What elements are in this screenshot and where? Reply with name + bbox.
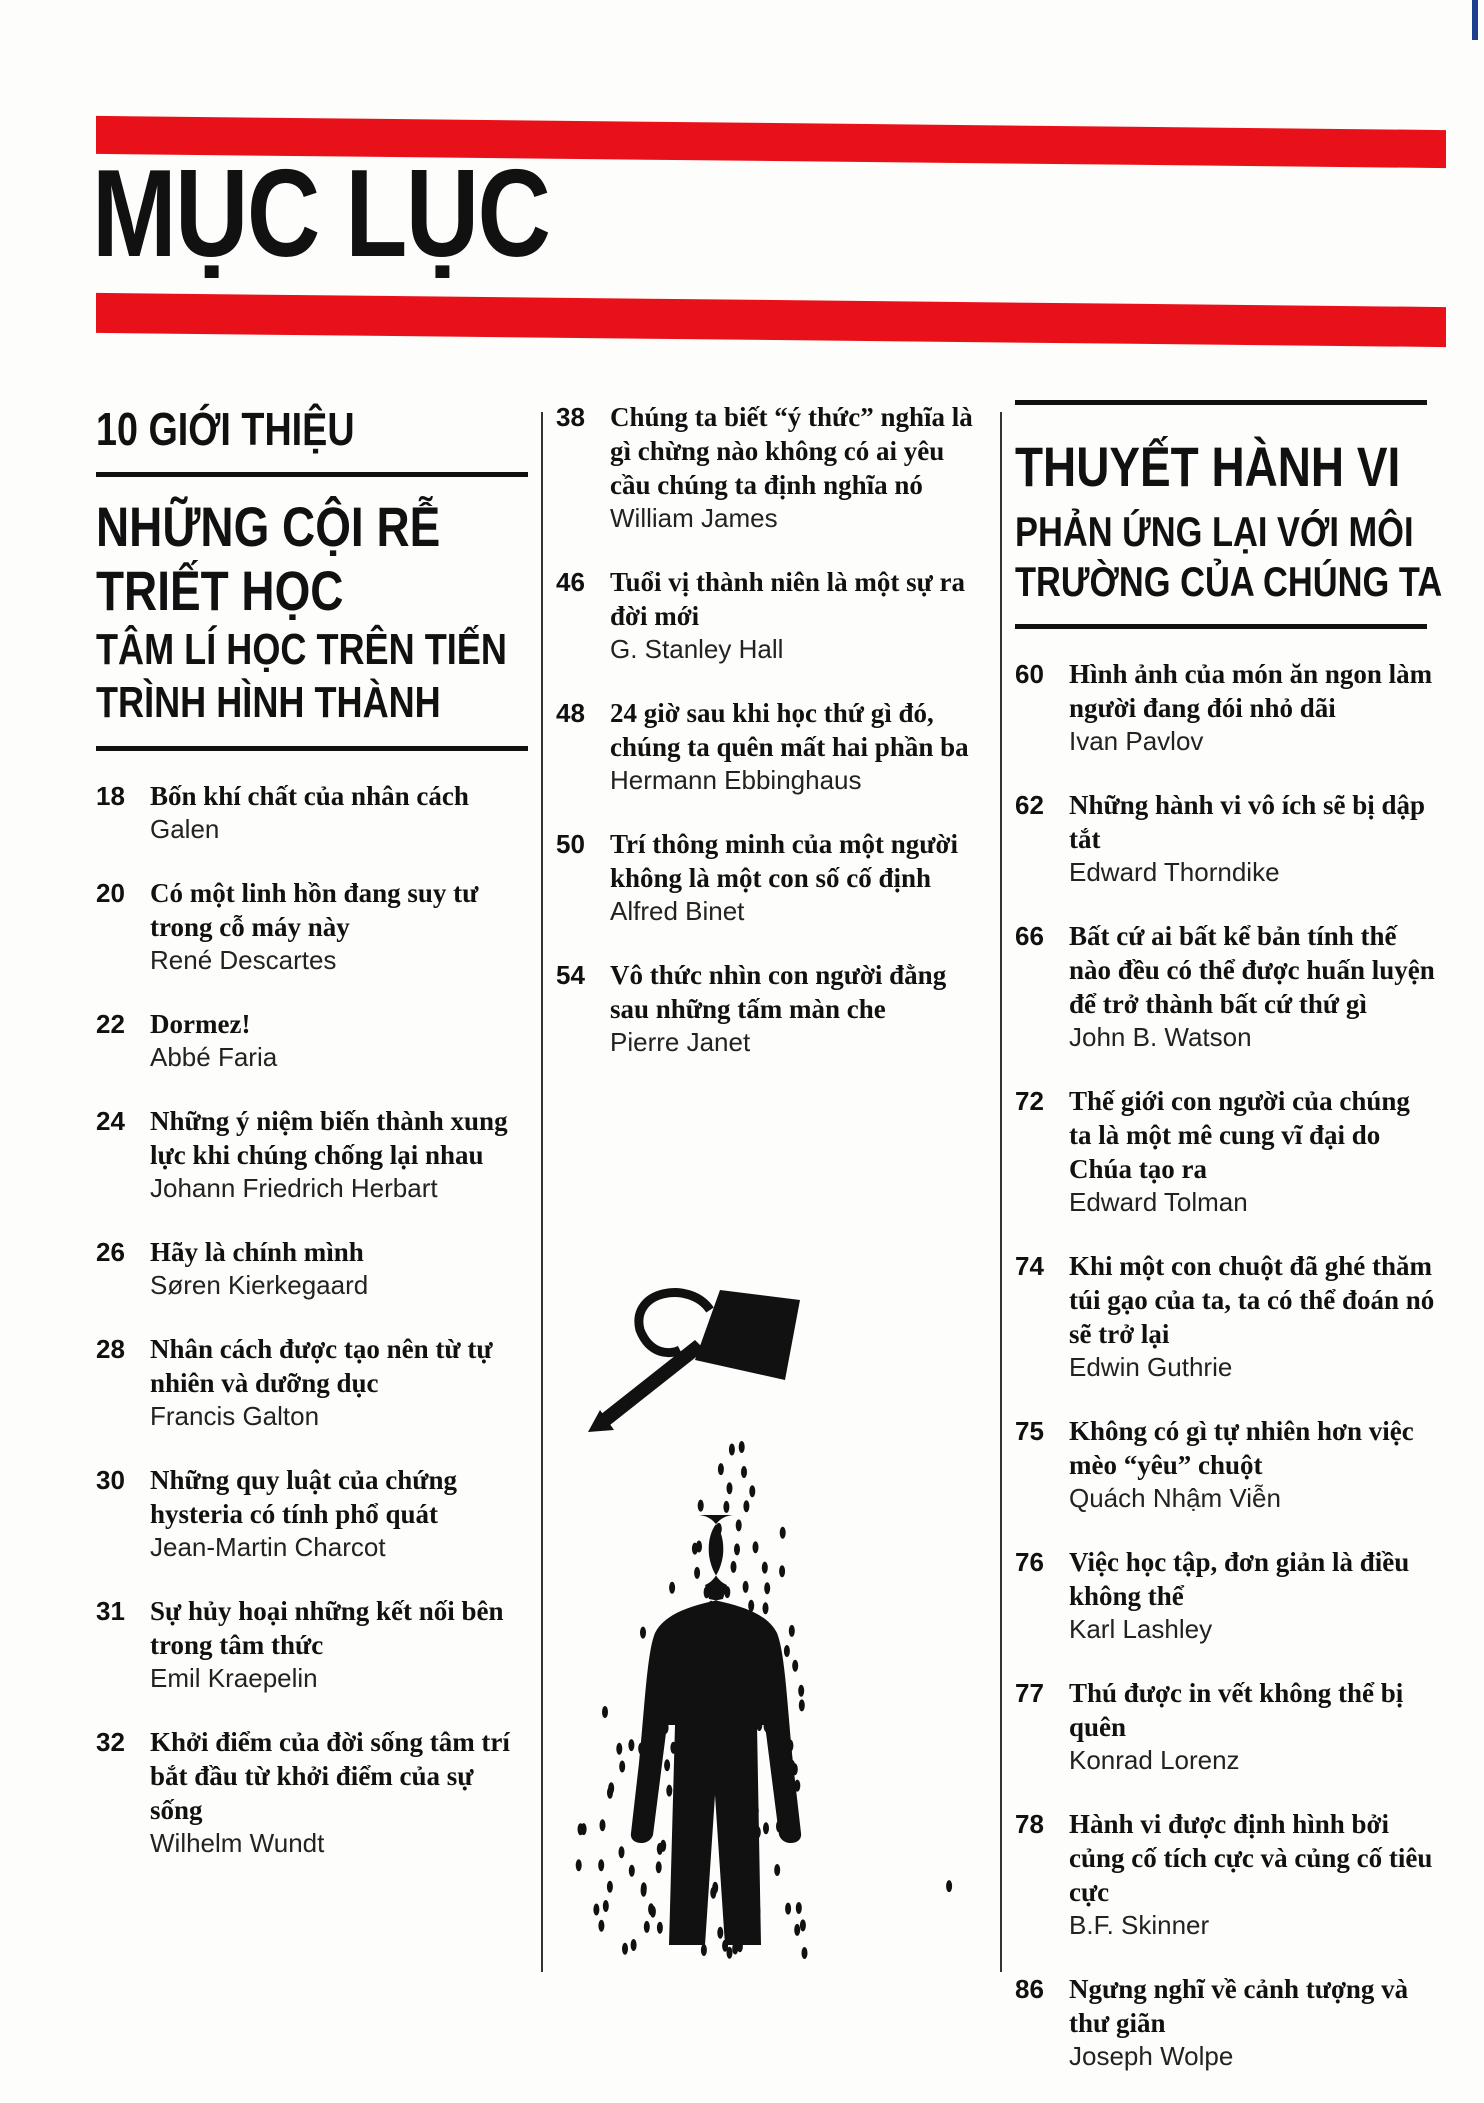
entry-page-number: 60 [1015, 658, 1044, 689]
entry-text [610, 827, 988, 928]
entry-page-number: 48 [556, 698, 585, 728]
entry-text [150, 1332, 528, 1433]
entry-page-number: 75 [1015, 1415, 1044, 1446]
toc-entry[interactable] [1015, 657, 1435, 758]
entry-text [1069, 1545, 1435, 1646]
entry-title: Bốn khí chất của nhân cách [150, 781, 469, 811]
entry-title: Bất cứ ai bất kể bản tính thế nào đều có thể được huấn luyện để trở thành bất cứ thứ gì [1069, 920, 1435, 1019]
entry-author: Joseph Wolpe [1069, 2040, 1234, 2071]
entry-page-number: 54 [556, 960, 585, 990]
entry-page-number: 78 [1015, 1808, 1044, 1839]
entry-author: Ivan Pavlov [1069, 725, 1204, 756]
entry-page-number: 50 [556, 829, 585, 859]
header-bottom-band [96, 293, 1446, 347]
entry-author: B.F. Skinner [1069, 1909, 1210, 1940]
section-subheading [1015, 507, 1443, 608]
section-sub-line: TRÌNH HÌNH THÀNH [96, 678, 441, 728]
toc-entry[interactable] [1015, 1972, 1435, 2073]
intro-page: 10 [96, 403, 138, 455]
toc-entry-list [556, 400, 988, 1059]
section-sub-line: TÂM LÍ HỌC TRÊN TIẾN [96, 624, 507, 674]
entry-author: Galen [150, 814, 220, 844]
entry-text [150, 1104, 528, 1205]
section-rule [96, 472, 528, 477]
entry-text [1069, 788, 1435, 889]
toc-entry[interactable] [1015, 1807, 1435, 1942]
entry-title: Ngưng nghĩ về cảnh tượng và thư giãn [1069, 1973, 1409, 2038]
entry-text [1069, 657, 1435, 758]
entry-text [1069, 1084, 1435, 1219]
intro-link[interactable] [96, 402, 450, 472]
entry-text [150, 1725, 528, 1860]
entry-text [150, 779, 528, 846]
toc-entry[interactable] [556, 827, 988, 928]
entry-text [610, 696, 988, 797]
column-divider [1000, 412, 1002, 1972]
entry-page-number: 20 [96, 878, 125, 908]
entry-page-number: 86 [1015, 1973, 1044, 2004]
entry-title: Khởi điểm của đời sống tâm trí bắt đầu từ khởi điểm của sự sống [150, 1727, 510, 1825]
toc-entry[interactable] [1015, 919, 1435, 1054]
entry-author: Edward Tolman [1069, 1186, 1248, 1217]
section-rule [96, 746, 528, 751]
entry-title: Có một linh hồn đang suy tư trong cỗ máy này [150, 878, 479, 942]
entry-text [1069, 1414, 1435, 1515]
entry-text [610, 958, 988, 1059]
entry-page-number: 18 [96, 781, 125, 811]
section-heading-philosophy [96, 495, 450, 623]
entry-text [1069, 919, 1435, 1054]
toc-entry[interactable] [96, 1007, 528, 1074]
entry-author: Hermann Ebbinghaus [610, 765, 862, 795]
page-title: MỤC LỤC [92, 145, 550, 283]
entry-page-number: 46 [556, 567, 585, 597]
entry-text [150, 1463, 528, 1564]
entry-page-number: 22 [96, 1009, 125, 1039]
entry-text [1069, 1807, 1435, 1942]
entry-author: Abbé Faria [150, 1042, 278, 1072]
toc-entry[interactable] [96, 1463, 528, 1564]
entry-author: René Descartes [150, 945, 337, 975]
entry-page-number: 30 [96, 1465, 125, 1495]
entry-title: Hành vi được định hình bởi củng cố tích cực và củng cố tiêu cực [1069, 1808, 1433, 1907]
entry-author: Quách Nhậm Viễn [1069, 1482, 1281, 1513]
watering-can-pouring-on-person-icon [570, 1270, 980, 1970]
entry-text [150, 876, 528, 977]
column-divider [541, 412, 543, 1972]
entry-page-number: 66 [1015, 920, 1044, 951]
entry-title: Những ý niệm biến thành xung lực khi chúng chống lại nhau [150, 1106, 508, 1170]
entry-page-number: 26 [96, 1237, 125, 1267]
toc-entry-list [1015, 657, 1435, 2073]
section-rule [1015, 624, 1427, 629]
entry-title: Chúng ta biết “ý thức” nghĩa là gì chừng nào không có ai yêu cầu chúng ta định nghĩa nó [610, 402, 973, 500]
entry-title: 24 giờ sau khi học thứ gì đó, chúng ta quên mất hai phần ba [610, 698, 969, 762]
section-title-line: NHỮNG CỘI RỄ [96, 495, 441, 558]
page-edge-mark [1472, 0, 1478, 40]
toc-entry[interactable] [96, 1235, 528, 1302]
section-sub-line: PHẢN ỨNG LẠI VỚI MÔI [1015, 507, 1414, 555]
entry-page-number: 74 [1015, 1250, 1044, 1281]
entry-text [610, 400, 988, 535]
entry-author: John B. Watson [1069, 1021, 1252, 1052]
toc-entry[interactable] [1015, 1084, 1435, 1219]
entry-author: Edwin Guthrie [1069, 1351, 1233, 1382]
toc-entry[interactable] [96, 1332, 528, 1433]
entry-title: Nhân cách được tạo nên từ tự nhiên và dưỡng dục [150, 1334, 493, 1398]
entry-title: Khi một con chuột đã ghé thăm túi gạo của ta, ta có thể đoán nó sẽ trở lại [1069, 1250, 1435, 1349]
section-sub-line: TRƯỜNG CỦA CHÚNG TA [1015, 558, 1443, 606]
toc-entry[interactable] [96, 876, 528, 977]
entry-author: Johann Friedrich Herbart [150, 1173, 438, 1203]
entry-text [150, 1594, 528, 1695]
entry-author: William James [610, 503, 778, 533]
entry-author: Francis Galton [150, 1401, 320, 1431]
entry-author: Wilhelm Wundt [150, 1828, 325, 1858]
entry-page-number: 28 [96, 1334, 125, 1364]
entry-page-number: 72 [1015, 1085, 1044, 1116]
entry-author: Edward Thorndike [1069, 856, 1280, 887]
toc-entry[interactable] [1015, 788, 1435, 889]
section-subheading [96, 623, 507, 730]
entry-text [1069, 1972, 1435, 2073]
entry-page-number: 24 [96, 1106, 125, 1136]
entry-title: Trí thông minh của một người không là một con số cố định [610, 829, 958, 893]
entry-author: Karl Lashley [1069, 1613, 1213, 1644]
toc-entry[interactable] [1015, 1249, 1435, 1384]
toc-entry[interactable] [96, 1104, 528, 1205]
entry-text [1069, 1249, 1435, 1384]
entry-author: Søren Kierkegaard [150, 1270, 369, 1300]
toc-entry[interactable] [1015, 1414, 1435, 1515]
entry-page-number: 77 [1015, 1677, 1044, 1708]
entry-title: Sự hủy hoại những kết nối bên trong tâm thức [150, 1596, 504, 1660]
entry-title: Việc học tập, đơn giản là điều không thể [1069, 1546, 1410, 1611]
entry-author: Emil Kraepelin [150, 1663, 318, 1693]
section-rule [1015, 400, 1427, 405]
section-title-line: TRIẾT HỌC [96, 558, 344, 622]
entry-author: Jean-Martin Charcot [150, 1532, 386, 1562]
entry-page-number: 62 [1015, 789, 1044, 820]
entry-title: Hình ảnh của món ăn ngon làm người đang đói nhỏ dãi [1069, 658, 1433, 723]
toc-entry[interactable] [96, 1725, 528, 1860]
entry-title: Những hành vi vô ích sẽ bị dập tắt [1069, 789, 1426, 854]
toc-column-2 [556, 400, 988, 1089]
toc-entry-list [96, 779, 528, 1860]
entry-title: Dormez! [150, 1009, 251, 1039]
entry-title: Không có gì tự nhiên hơn việc mèo “yêu” chuột [1069, 1415, 1414, 1480]
toc-entry[interactable] [556, 958, 988, 1059]
entry-page-number: 32 [96, 1727, 125, 1757]
entry-page-number: 38 [556, 402, 585, 432]
entry-title: Những quy luật của chứng hysteria có tính phổ quát [150, 1465, 457, 1529]
toc-entry[interactable] [556, 565, 988, 666]
toc-entry[interactable] [556, 696, 988, 797]
entry-title: Tuổi vị thành niên là một sự ra đời mới [610, 567, 966, 631]
entry-text [150, 1007, 528, 1074]
toc-entry[interactable] [96, 1594, 528, 1695]
toc-entry[interactable] [556, 400, 988, 535]
entry-title: Vô thức nhìn con người đằng sau những tấm màn che [610, 960, 947, 1024]
entry-author: Alfred Binet [610, 896, 745, 926]
entry-page-number: 76 [1015, 1546, 1044, 1577]
entry-title: Thú được in vết không thể bị quên [1069, 1677, 1404, 1742]
intro-label: GIỚI THIỆU [148, 403, 355, 455]
entry-author: Konrad Lorenz [1069, 1744, 1240, 1775]
entry-text [1069, 1676, 1435, 1777]
entry-author: Pierre Janet [610, 1027, 751, 1057]
toc-column-1 [96, 400, 528, 1890]
entry-page-number: 31 [96, 1596, 125, 1626]
entry-author: G. Stanley Hall [610, 634, 784, 664]
toc-entry[interactable] [96, 779, 528, 846]
toc-entry[interactable] [1015, 1545, 1435, 1646]
entry-text [610, 565, 988, 666]
toc-entry[interactable] [1015, 1676, 1435, 1777]
toc-column-3 [1015, 400, 1443, 2103]
entry-title: Hãy là chính mình [150, 1237, 364, 1267]
section-heading-behaviorism: THUYẾT HÀNH VI [1015, 435, 1401, 498]
entry-text [150, 1235, 528, 1302]
entry-title: Thế giới con người của chúng ta là một mê cung vĩ đại do Chúa tạo ra [1069, 1085, 1410, 1184]
